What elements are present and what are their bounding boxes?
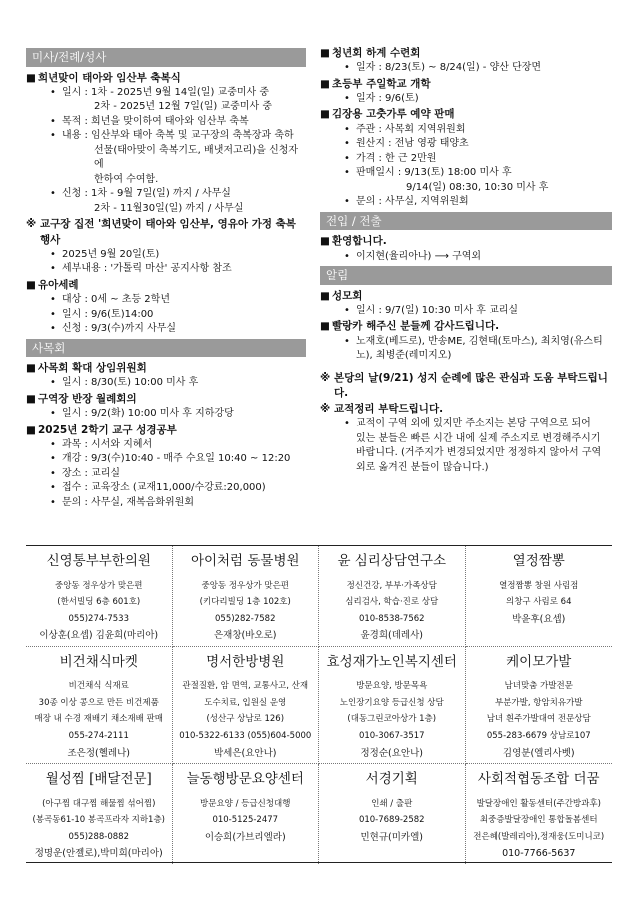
business-detail: 055)274-7533	[68, 613, 129, 624]
notice-title: 2025년 2학기 교구 성경공부	[38, 423, 177, 436]
notice-title: 사목회 확대 상임위원회	[38, 362, 147, 375]
business-detail: 010-8538-7562	[358, 613, 425, 624]
notice-bishop-blessing	[26, 217, 306, 276]
business-detail: 중앙동 정우상가 맞은편	[54, 580, 143, 591]
business-detail: 박윤후(요셉)	[512, 613, 566, 625]
section-header-pastoral: 사목회	[26, 339, 306, 358]
business-name: 효성재가노인복지센터	[326, 653, 457, 670]
business-detail: 최중증발달장애인 통합돌봄센터	[479, 815, 598, 826]
directory-card	[26, 764, 173, 864]
business-detail: (아구찜 대구찜 해물찜 섞어찜)	[42, 798, 156, 809]
notice-mothers-group	[320, 289, 612, 319]
business-detail: (키다리빌딩 1층 102호)	[199, 597, 291, 608]
notice-title: 빨랑카 해주신 분들께 감사드립니다.	[332, 320, 500, 333]
square-bullet-icon: ■	[26, 392, 36, 405]
notice-title: 구역장 반장 월례회의	[38, 392, 137, 405]
square-bullet-icon: ■	[26, 278, 36, 291]
square-bullet-icon: ■	[320, 320, 330, 333]
business-detail: (대동그린코아상가 1층)	[347, 714, 437, 725]
directory-card	[26, 546, 173, 647]
item-text: 노), 최병준(레미지오)	[356, 350, 452, 362]
list-item	[50, 86, 306, 115]
notice-title: 교적정리 부탁드립니다.	[334, 403, 444, 416]
business-detail: 남녀 흰주가발대여 전문상담	[486, 714, 591, 725]
business-detail: (성산구 상남로 126)	[206, 714, 285, 725]
list-item: • 2025년 9월 20일(토)	[50, 248, 306, 263]
section-header-liturgy: 미사/전례/성사	[26, 48, 306, 67]
list-item: • 접수 : 교육장소 (교재11,000/수강료:20,000)	[50, 481, 306, 496]
business-name: 윤 심리상담연구소	[337, 553, 447, 569]
business-detail: 055)288-0882	[68, 831, 129, 842]
business-detail: 010-3067-3517	[358, 731, 425, 742]
business-detail: 30종 이상 콩으로 만든 비건제품	[38, 697, 159, 708]
notice-title: 청년회 하계 수련회	[332, 47, 421, 59]
item-text: • 내용 : 임산부와 태아 축복 및 교구장의 축복장과 축하	[62, 130, 294, 142]
business-directory	[26, 545, 612, 863]
item-text: • 판매일시 : 9/13(토) 18:00 미사 후	[356, 167, 512, 179]
list-item: • 주관 : 사목회 지역위원회	[344, 123, 612, 138]
notice-committee	[26, 361, 306, 391]
list-item: • 장소 : 교리실	[50, 467, 306, 482]
business-detail: 열정짬뽕 창원 사림점	[499, 580, 579, 591]
notice-title: 초등부 주일학교 개학	[332, 77, 431, 90]
business-detail: 은재창(바오로)	[214, 630, 277, 642]
business-detail: 이승희(가브리엘라)	[204, 831, 286, 843]
square-bullet-icon: ■	[26, 423, 36, 436]
square-bullet-icon: ■	[320, 47, 330, 59]
list-item: • 일시 : 8/30(토) 10:00 미사 후	[50, 376, 306, 391]
business-name: 비건채식마켓	[59, 653, 138, 670]
business-detail: 비건채식 식재료	[68, 681, 129, 692]
directory-card	[173, 764, 320, 864]
business-detail: 매장 내 수경 재배기 채소재배 판매	[34, 714, 163, 725]
item-text: 한하여 수여함.	[94, 173, 159, 185]
notice-title: 본당의 날(9/21) 성지 순례에 많은 관심과 도움 부탁드립니	[334, 371, 608, 384]
section-header-notice: 알림	[320, 266, 612, 285]
business-detail: 관절질환, 암 면역, 교통사고, 산재	[182, 681, 309, 692]
list-item: • 일시 : 9/2(화) 10:00 미사 후 지하강당	[50, 407, 306, 422]
list-item: • 일시 : 9/6(토)14:00	[50, 308, 306, 323]
list-item: • 개강 : 9/3(수)10:40 - 매주 수요일 10:40 ~ 12:20	[50, 452, 306, 467]
list-item: • 일자 : 9/6(토)	[344, 92, 612, 107]
business-detail: 정명운(안젤로),박미희(마리아)	[34, 848, 163, 860]
reference-mark-icon: ※	[320, 403, 331, 416]
business-detail: 010-5125-2477	[212, 815, 279, 826]
list-item: • 대상 : 0세 ~ 초등 2학년	[50, 293, 306, 308]
list-item: • 일자 : 8/23(토) ~ 8/24(일) - 양산 단장면	[344, 61, 612, 76]
business-detail: 전은혜(발레리아),정재웅(도미니코)	[473, 831, 605, 842]
business-detail: 김영분(엘리사벳)	[502, 747, 575, 759]
notice-infant-baptism	[26, 278, 306, 337]
notice-registry	[320, 402, 612, 475]
business-detail: 010-5322-6133 (055)604-5000	[179, 731, 312, 742]
business-detail: 민현규(미카엘)	[360, 831, 423, 843]
reference-mark-icon: ※	[26, 218, 37, 231]
business-detail: 인쇄 / 출판	[371, 798, 413, 809]
notice-title: 김장용 고춧가루 예약 판매	[332, 108, 455, 121]
business-detail: 박세은(요안나)	[214, 747, 277, 759]
square-bullet-icon: ■	[320, 108, 330, 121]
business-name: 열정짬뽕	[512, 553, 565, 569]
list-item: • 과목 : 시서와 지혜서	[50, 438, 306, 453]
list-item: • 세부내용 : '가톨릭 마산' 공지사항 참조	[50, 262, 306, 277]
notice-title: 교구장 집전 '희년맞이 태아와 임산부, 영유아 가정 축복 행사	[40, 218, 296, 246]
directory-card	[466, 546, 613, 647]
business-name: 신영통부부한의원	[46, 553, 151, 569]
business-detail: (한서빌딩 6층 601호)	[57, 597, 141, 608]
directory-card	[173, 546, 320, 647]
notice-title: 환영합니다.	[332, 235, 387, 248]
item-text: 9/14(일) 08:30, 10:30 미사 후	[406, 181, 549, 193]
directory-card	[173, 647, 320, 764]
directory-card	[319, 546, 466, 647]
directory-card	[319, 764, 466, 864]
item-text: • 노재호(베드로), 반송ME, 김현태(토마스), 최치영(유스티	[356, 335, 603, 347]
square-bullet-icon: ■	[320, 77, 330, 90]
notice-district-meeting	[26, 392, 306, 422]
directory-card	[466, 647, 613, 764]
notice-youth-retreat	[320, 46, 612, 76]
reference-mark-icon: ※	[320, 371, 331, 384]
directory-card	[466, 764, 613, 864]
business-name: 명서한방병원	[206, 653, 285, 670]
item-text: • 신청 : 1차 - 9월 7일(일) 까지 / 사무실	[62, 188, 231, 200]
business-detail: 010-7689-2582	[358, 815, 425, 826]
business-detail: (봉곡동61-10 봉곡프라자 지하1층)	[32, 815, 165, 826]
business-detail: 남녀맞춤 가발전문	[504, 681, 573, 692]
business-detail: 정정순(요안나)	[360, 747, 423, 759]
business-detail: 정신건강, 부부·가족상담	[346, 580, 437, 591]
right-column	[320, 46, 612, 476]
list-item	[50, 187, 306, 216]
business-name: 아이처럼 동물병원	[190, 553, 300, 569]
list-item: • 신청 : 9/3(수)까지 사무실	[50, 322, 306, 337]
business-detail: 055-283-6679 상남로107	[486, 731, 591, 742]
item-text: • 교적이 구역 외에 있지만 주소지는 본당 구역으로 되어	[356, 418, 591, 430]
business-detail: 의창구 사림로 64	[506, 597, 572, 608]
notice-title: 희년맞이 태아와 임산부 축복식	[38, 71, 181, 84]
business-name: 사회적협동조합 더꿈	[477, 771, 600, 788]
business-detail: 055)282-7582	[215, 613, 276, 624]
list-item	[344, 417, 612, 475]
business-detail: 노인장기요양 등급신청 상담	[339, 697, 444, 708]
notice-welcome	[320, 234, 612, 264]
business-name: 케이모가발	[506, 653, 572, 670]
list-item: • 가격 : 한 근 2만원	[344, 152, 612, 167]
left-column	[26, 46, 306, 511]
notice-title: 성모회	[332, 289, 363, 302]
notice-title-cont: 다.	[334, 386, 349, 399]
list-item: • 목적 : 희년을 맞이하여 태아와 임산부 축복	[50, 115, 306, 130]
item-text: 2차 - 2025년 12월 7일(일) 교중미사 중	[94, 101, 272, 113]
square-bullet-icon: ■	[320, 289, 330, 302]
directory-card	[319, 647, 466, 764]
item-text: 바랍니다. (거주지가 변경되었지만 정정하지 않아서 구역	[356, 447, 602, 459]
notice-blessing	[26, 71, 306, 217]
business-name: 서경기획	[365, 771, 418, 788]
square-bullet-icon: ■	[26, 71, 36, 84]
business-detail: 055-274-2111	[68, 731, 129, 742]
business-detail: 조은정(헬레나)	[67, 747, 130, 759]
business-detail: 방문요양, 방문목욕	[356, 681, 428, 692]
notice-bible-study	[26, 423, 306, 511]
notice-title: 유아세례	[38, 278, 79, 291]
item-text: 있는 분들은 빠른 시간 내에 실제 주소지로 변경해주시기	[356, 432, 601, 444]
list-item	[344, 166, 612, 195]
business-detail: 발달장애인 활동센터(주간방과후)	[476, 798, 601, 809]
business-detail: 010-7766-5637	[502, 848, 576, 860]
business-name: 월성찜 [배달전문]	[45, 771, 152, 788]
business-detail: 심리검사, 학습·진로 상담	[345, 597, 439, 608]
business-detail: 윤경희(데레사)	[360, 630, 423, 642]
item-text: 2차 - 11월30일(일) 까지 / 사무실	[94, 202, 244, 214]
section-header-transfer: 전입 / 전출	[320, 212, 612, 231]
notice-thanks	[320, 319, 612, 363]
list-item: • 일시 : 9/7(일) 10:30 미사 후 교리실	[344, 304, 612, 319]
notice-pilgrimage	[320, 371, 612, 401]
list-item: • 이지현(율리아나) ⟶ 구역외	[344, 250, 612, 265]
square-bullet-icon: ■	[320, 235, 330, 248]
notice-chili-sale	[320, 107, 612, 209]
item-text: 선물(태아맞이 축복기도, 배냇저고리)을 신청자에	[94, 144, 299, 171]
notice-sunday-school	[320, 77, 612, 107]
square-bullet-icon: ■	[26, 362, 36, 375]
business-detail: 이상훈(요셉) 김윤희(마리아)	[39, 630, 159, 642]
list-item	[50, 129, 306, 187]
business-name: 늘동행방문요양센터	[186, 771, 304, 788]
business-detail: 방문요양 / 등급신청대행	[200, 798, 291, 809]
list-item: • 문의 : 사무실, 재복음화위원회	[50, 496, 306, 511]
business-detail: 부분가발, 항암치유가발	[494, 697, 583, 708]
item-text: • 일시 : 1차 - 2025년 9월 14일(일) 교중미사 중	[62, 86, 270, 98]
business-detail: 중앙동 정우상가 맞은편	[201, 580, 289, 591]
list-item	[344, 335, 612, 364]
directory-card	[26, 647, 173, 764]
business-detail: 도수치료, 입원실 운영	[204, 697, 287, 708]
item-text: 외로 옮겨진 분들이 많습니다.)	[356, 461, 489, 473]
list-item: • 문의 : 사무실, 지역위원회	[344, 195, 612, 210]
list-item: • 원산지 : 전남 영광 태양초	[344, 137, 612, 152]
